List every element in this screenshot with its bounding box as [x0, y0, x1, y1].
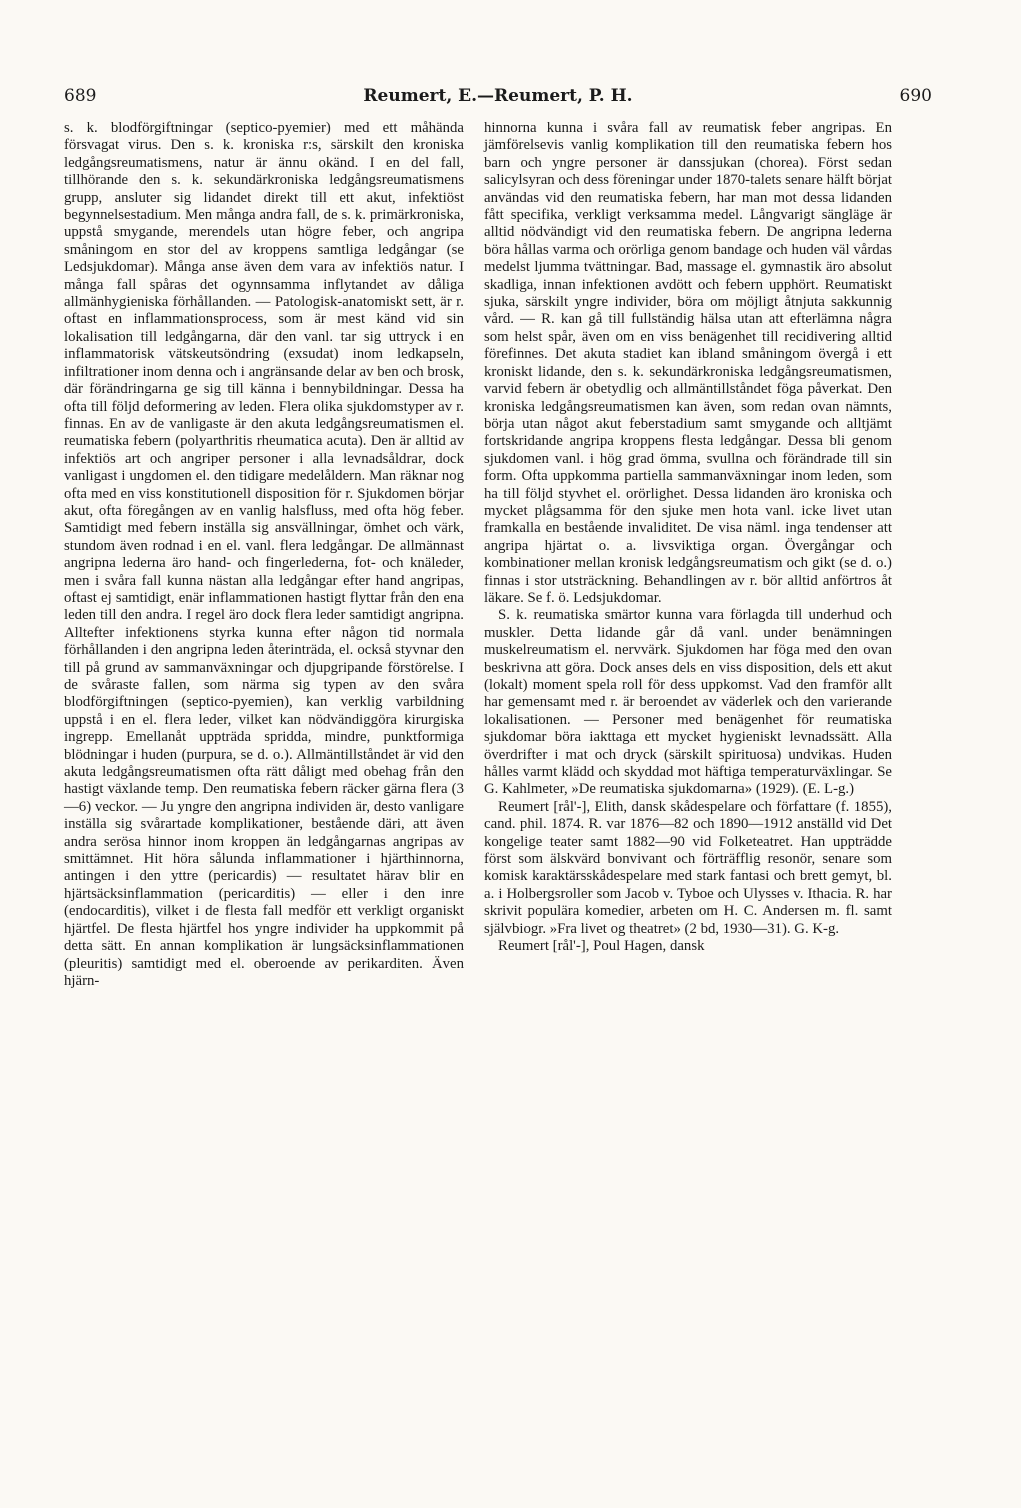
article-paragraph: S. k. reumatiska smärtor kunna vara förlagda till underhud och muskler. Detta lidande går då vanl. under benämningen muskelreumatism el. nervvärk. Sjukdomen har föga med den ovan beskrivna att göra. Dock anses dels en viss disposition, dels ett akut (lokalt) moment spela roll för dess uppkomst. Vad den framför allt har gemensamt med r. är beroendet av väderlek och den varierande lokalisationen. — Personer med benägenhet för reumatiska sjukdomar böra iakttaga ett mycket hygieniskt levnadssätt. Alla överdrifter i mat och dryck (särskilt spirituosa) undvikas. Huden hålles varmt klädd och skyddad mot häftiga temperaturväxlingar. Se G. Kahlmeter, »De reumatiska sjukdomarna» (1929). (E. L-g.) — [484, 607, 892, 798]
left-column — [64, 120, 464, 990]
entry-elith-reumert: Reumert [rål'-], Elith, dansk skådespelare och författare (f. 1855), cand. phil. 1874. R. var 1876—82 och 1890—1912 anställd vid Det kongelige teater samt 1882—90 vid Folketeatret. Han uppträdde först som älskvärd bonvivant och förträfflig resonör, senare som komisk karaktärsskådespelare med stark fantasi och brett gemyt, bl. a. i Holbergsroller som Jacob v. Tyboe och Ulysses v. Ithacia. R. har skrivit populära komedier, arbeten om H. C. Andersen m. fl. samt självbiogr. »Fra livet og theatret» (2 bd, 1930—31). G. K-g. — [484, 798, 892, 937]
entry-poul-reumert: Reumert [rål'-], Poul Hagen, dansk — [498, 938, 705, 955]
running-title: Reumert, E.—Reumert, P. H. — [363, 86, 633, 106]
page-header — [64, 86, 932, 112]
page-number-left: 689 — [64, 86, 97, 106]
article-text: hinnorna kunna i svåra fall av reumatisk feber angripas. En jämförelsevis vanlig komplikation till den reumatiska febern hos barn och yngre personer är danssjukan (chorea). Först sedan salicylsyran och dess föreningar under 1870-talets senare hälft börjat användas vid den reumatiska febern, har man mot dessa lidanden fått specifika, verkligt verksamma medel. Långvarigt sängläge är alltid nödvändigt vid den reumatiska febern. De angripna lederna böra hållas varma och orörliga genom bandage och huden väl vårdas medelst ljumma tvättningar. Bad, massage el. gymnastik äro absolut skadliga, innan infektionen avdött och febern upphört. Reumatiskt sjuka, särskilt yngre individer, böra om möjligt åtnjuta sakkunnig vård. — R. kan gå till fullständig hälsa utan att efterlämna några som helst spår, även om en viss benägenhet till recidivering alltid förefinnes. Det akuta stadiet kan ibland småningom övergå i ett kroniskt lidande, den s. k. sekundärkroniska ledgångsreumatismen, varvid febern är obetydlig och allmäntillståndet föga påverkat. Den kroniska ledgångsreumatismen kan även, som redan ovan nämnts, börja utan något akut feberstadium samt smygande och alltjämt fortskridande angripa kroppens flesta ledgångar. Dessa bli genom sjukdomen vanl. i hög grad ömma, svullna och förändrade till sin form. Ofta uppkomma partiella sammanväxningar inom leden, som ha till följd styvhet el. orörlighet. Dessa lidanden äro kroniska och mycket plågsamma för den sjuke men hota vanl. icke livet utan framkalla en bestående invaliditet. De visa näml. inga tendenser att angripa hjärtat o. a. livsviktiga organ. Övergångar och kombinationer mellan kronisk ledgångsreumatism och gikt (se d. o.) finnas i stor utsträckning. Behandlingen av r. bör alltid anförtros åt läkare. Se f. ö. Ledsjukdomar. — [484, 120, 892, 606]
right-column — [484, 120, 892, 956]
article-text: s. k. blodförgiftningar (septico-pyemier) med ett måhända försvagat virus. Den s. k. kroniska r:s, särskilt den kroniska ledgångsreumatismens, natur är ännu okänd. I en del fall, tillhörande den s. k. sekundärkroniska ledgångsreumatismens grupp, ansluter sig lidandet direkt till ett akut, infektiöst begynnelsestadium. Men många andra fall, de s. k. primärkroniska, uppstå smygande, merendels utan högre feber, och angripa småningom en stor del av kroppens samtliga ledgångar (se Ledsjukdomar). Många anse även dem vara av infektiös natur. I många fall spåras det ogynnsamma inflytandet av dåliga allmänhygieniska förhållanden. — Patologisk-anatomiskt sett, är r. oftast en inflammationsprocess, som är mest känd vid sin lokalisation till ledgångarna, där den vanl. tar sig uttryck i en inflammatorisk vätskeutsöndring (exsudat) inom ledkapseln, infiltrationer inom denna och i angränsande delar av ben och brosk, där förändringarna ge sig till känna i bennybildningar. Dessa ha ofta till följd deformering av leden. Flera olika sjukdomstyper av r. finnas. En av de vanligaste är den akuta ledgångsreumatismen el. reumatiska febern (polyarthritis rheumatica acuta). Den är alltid av infektiös art och angriper personer i alla levnadsåldrar, dock vanligast i ungdomen el. den tidigare medelåldern. Man räknar nog ofta med en viss konstitutionell disposition för r. Sjukdomen börjar akut, ofta föregången av en vanlig halsfluss, med ofta hög feber. Samtidigt med febern inställa sig ansvällningar, ömhet och värk, stundom även rodnad i en el. vanl. flera ledgångar. De allmännast angripna lederna äro hand- och fingerlederna, fot- och knäleder, men i svåra fall kunna nästan alla ledgångar efter hand angripas, oftast ej samtidigt, enär inflammationen hastigt flyttar från den ena leden till den andra. I regel äro dock flera leder samtidigt angripna. Alltefter infektionens styrka kunna efter någon tid normala förhållanden i den angripna leden återinträda, el. också styvnar den till på grund av sammanväxningar och djupgripande förstörelse. I de svåraste fallen, som närma sig typen av den svåra blodförgiftningen (septico-pyemien), kan verklig varbildning uppstå i en el. flera leder, vilket kan nödvändiggöra kirurgiska ingrepp. Emellanåt uppträda spridda, mindre, punktformiga blödningar i huden (purpura, se d. o.). Allmäntillståndet är vid den akuta ledgångsreumatismen ofta rätt dåligt med obehag från den hastigt växlande temp. Den reumatiska febern räcker gärna flera (3—6) veckor. — Ju yngre den angripna individen är, desto vanligare inställa sig svårartade komplikationer, bestående däri, att även andra serösa hinnor inom kroppen än ledgångarnas angripas av smittämnet. Hit höra sålunda inflammationer i hjärthinnorna, antingen i den yttre (pericardis) — resultatet härav blir en hjärtsäcksinflammation (pericarditis) — eller i den inre (endocarditis), vilket i de flesta fall medför ett verkligt organiskt hjärtfel. De flesta hjärtfel hos yngre individer ha uppkommit på detta sätt. En annan komplikation är lungsäcksinflammationen (pleuritis) samtidigt med el. oberoende av perikarditen. Även hjärn- — [64, 120, 464, 989]
page-number-right: 690 — [899, 86, 932, 106]
